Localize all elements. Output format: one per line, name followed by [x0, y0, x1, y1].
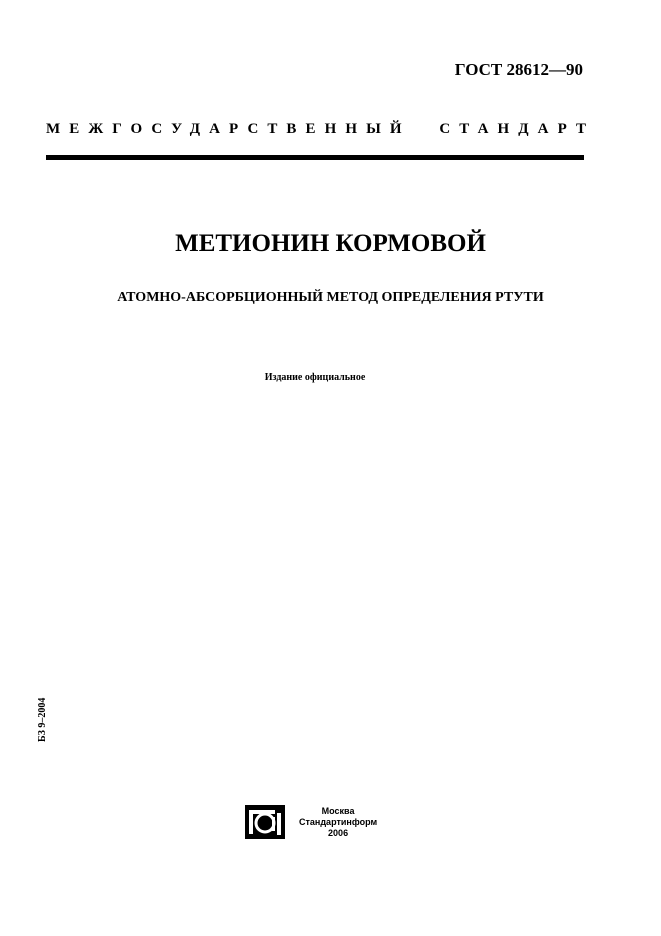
publisher-city: Москва: [321, 805, 355, 816]
edition-note: Издание официальное: [264, 372, 366, 383]
document-title: МЕТИОНИН КОРМОВОЙ: [175, 230, 486, 257]
standard-type-word-1: МЕЖГОСУДАРСТВЕННЫЙ: [46, 121, 411, 137]
side-code: БЗ 9–2004: [37, 697, 48, 742]
publisher-name: Стандартинформ: [299, 816, 378, 827]
standard-type-heading: [46, 121, 596, 138]
heading-rule: [46, 155, 584, 160]
publisher-text: [299, 806, 377, 839]
standartinform-logo-icon: [245, 805, 285, 839]
publisher-block: [245, 802, 377, 842]
document-subtitle: АТОМНО-АБСОРБЦИОННЫЙ МЕТОД ОПРЕДЕЛЕНИЯ РТУТИ: [117, 290, 544, 305]
standard-type-word-2: СТАНДАРТ: [439, 121, 596, 137]
publisher-year: 2006: [328, 827, 349, 838]
document-code: ГОСТ 28612—90: [454, 60, 583, 79]
